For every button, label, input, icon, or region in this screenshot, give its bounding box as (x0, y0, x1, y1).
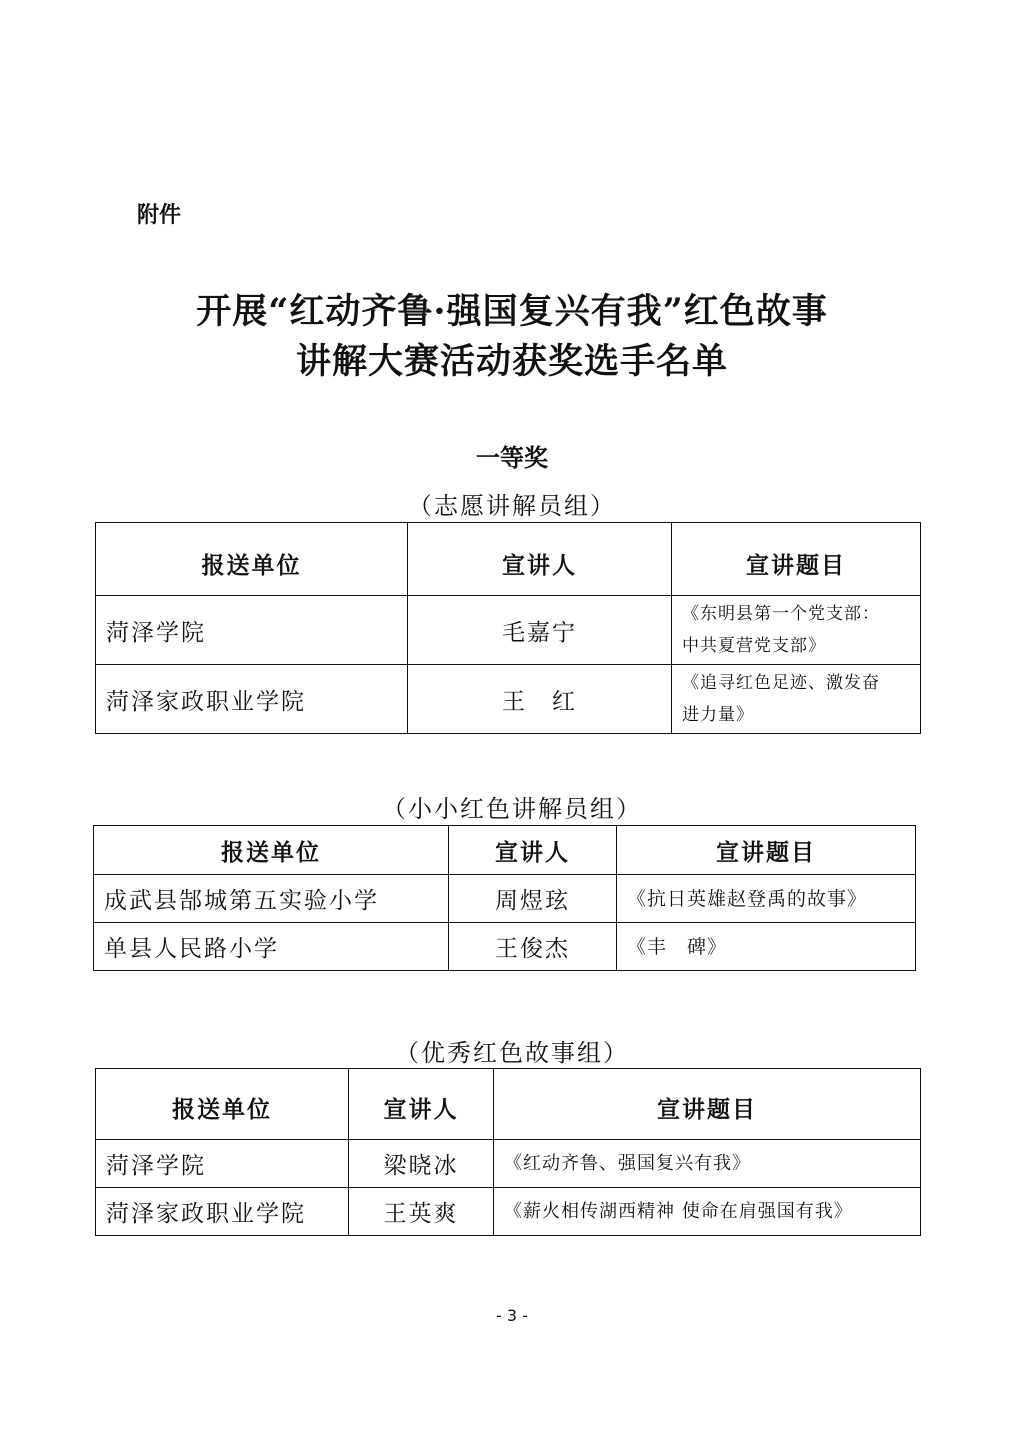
cell-speaker: 王 红 (408, 665, 672, 734)
table-stories (95, 1068, 921, 1236)
page-number: - 3 - (496, 1306, 528, 1325)
table-row (96, 1140, 921, 1188)
group-title-little-guides: （小小红色讲解员组） (382, 795, 642, 823)
cell-unit: 菏泽学院 (96, 596, 408, 665)
cell-topic: 《红动齐鲁、强国复兴有我》 (494, 1140, 921, 1188)
header-topic: 宣讲题目 (494, 1069, 921, 1140)
table-row (96, 596, 921, 665)
topic-line: 《追寻红色足迹、激发奋 (682, 673, 880, 693)
cell-unit: 菏泽学院 (96, 1140, 349, 1188)
cell-speaker: 周煜玹 (449, 875, 617, 923)
header-speaker: 宣讲人 (408, 523, 672, 596)
table-volunteer (95, 522, 921, 734)
header-unit: 报送单位 (96, 523, 408, 596)
header-speaker: 宣讲人 (449, 826, 617, 875)
cell-unit: 成武县郜城第五实验小学 (94, 875, 449, 923)
table-row (94, 875, 916, 923)
cell-speaker: 毛嘉宁 (408, 596, 672, 665)
topic-line: 《东明县第一个党支部： (682, 604, 880, 624)
table-row (96, 665, 921, 734)
header-topic: 宣讲题目 (672, 523, 921, 596)
table-row (96, 1188, 921, 1236)
table-header-row (96, 1069, 921, 1140)
cell-unit: 菏泽家政职业学院 (96, 665, 408, 734)
topic-line: 进力量》 (682, 705, 754, 725)
table-row (94, 923, 916, 971)
attachment-label: 附件 (137, 203, 182, 228)
table-header-row (96, 523, 921, 596)
prize-level: 一等奖 (476, 443, 548, 472)
document-title-line2: 讲解大赛活动获奖选手名单 (295, 341, 728, 382)
header-unit: 报送单位 (94, 826, 449, 875)
topic-line: 中共夏营党支部》 (682, 636, 826, 656)
table-header-row (94, 826, 916, 875)
group-title-volunteer: （志愿讲解员组） (408, 492, 616, 520)
cell-speaker: 王俊杰 (449, 923, 617, 971)
cell-topic: 《丰 碑》 (617, 923, 916, 971)
table-little-guides (93, 825, 916, 971)
cell-unit: 单县人民路小学 (94, 923, 449, 971)
cell-unit: 菏泽家政职业学院 (96, 1188, 349, 1236)
header-unit: 报送单位 (96, 1069, 349, 1140)
header-topic: 宣讲题目 (617, 826, 916, 875)
cell-topic (672, 596, 921, 665)
header-speaker: 宣讲人 (349, 1069, 494, 1140)
document-title-line1: 开展“红动齐鲁·强国复兴有我”红色故事 (196, 291, 828, 332)
cell-speaker: 梁晓冰 (349, 1140, 494, 1188)
group-title-stories: （优秀红色故事组） (395, 1039, 629, 1067)
cell-topic: 《抗日英雄赵登禹的故事》 (617, 875, 916, 923)
cell-topic (672, 665, 921, 734)
cell-speaker: 王英爽 (349, 1188, 494, 1236)
cell-topic: 《薪火相传湖西精神 使命在肩强国有我》 (494, 1188, 921, 1236)
